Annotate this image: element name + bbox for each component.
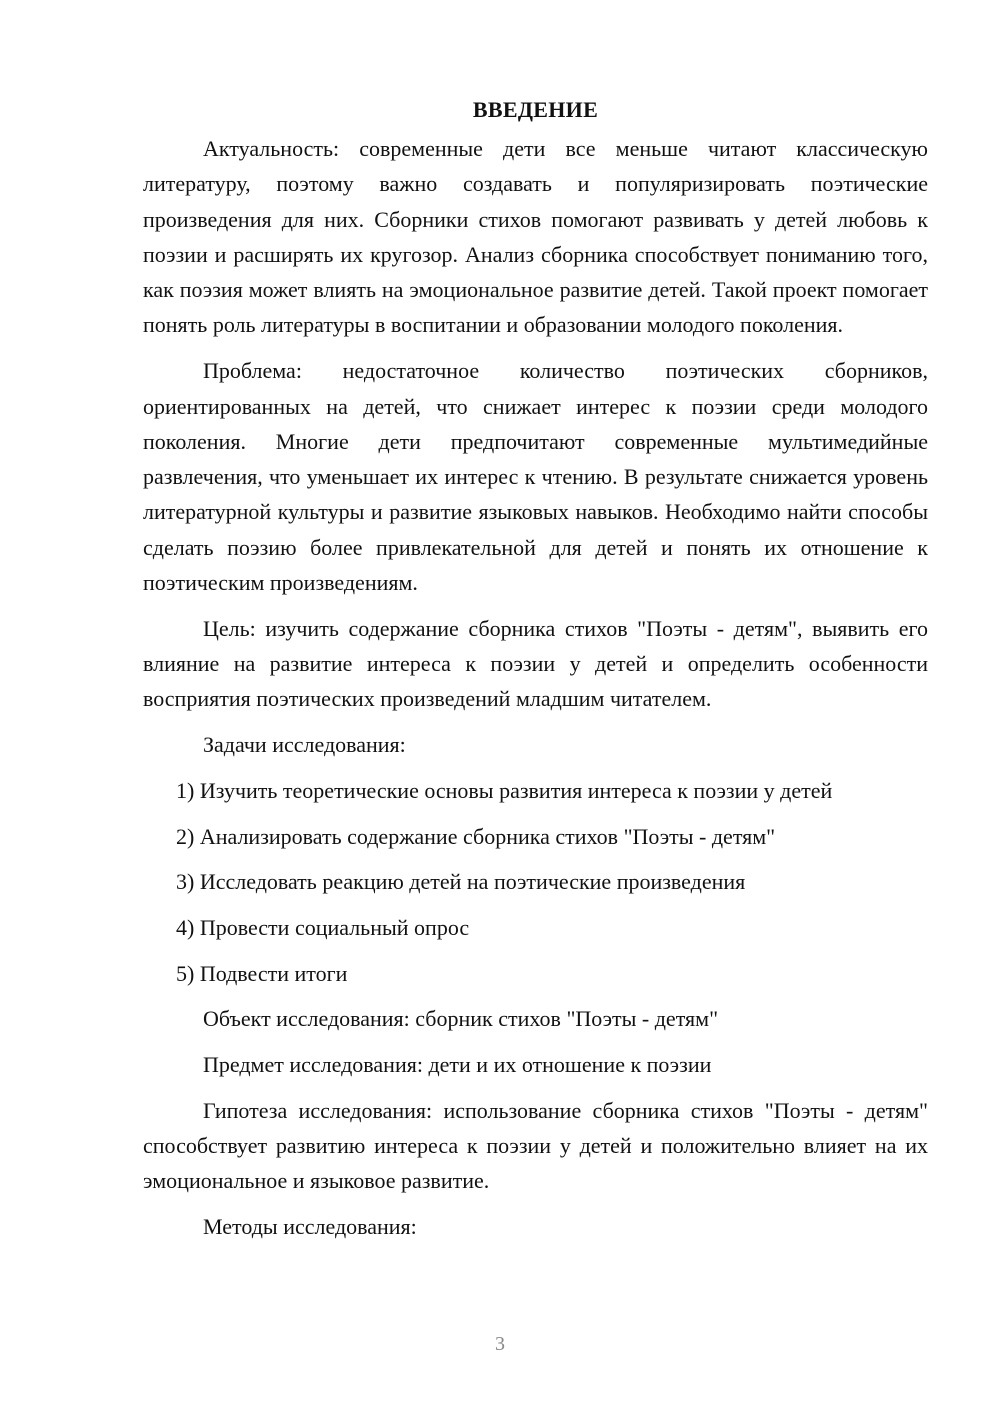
task-item: 3) Исследовать реакцию детей на поэтические произведения [176,869,746,895]
page-number: 3 [495,1333,505,1355]
task-item: 2) Анализировать содержание сборника стихов "Поэты - детям" [176,823,776,849]
task-item: 5) Подвести итоги [176,960,348,986]
document-page [143,92,928,1255]
problem-paragraph: Проблема: недостаточное количество поэтических сборников, ориентированных на детей, что снижает интерес к поэзии среди молодого поколения. Многие дети предпочитают современные мультимедийные развлечения, что уменьшает их интерес к чтению. В результате снижается уровень литературной культуры и развитие языковых навыков. Необходимо найти способы сделать поэзию более привлекательной для детей и понять их отношение к поэтическим произведениям. [143,358,928,596]
tasks-heading: Задачи исследования: [203,732,406,758]
methods-heading: Методы исследования: [203,1214,417,1240]
task-item: 4) Провести социальный опрос [176,915,470,940]
subject-line: Предмет исследования: дети и их отношение к поэзии [203,1052,712,1078]
hypothesis-paragraph: Гипотеза исследования: использование сборника стихов "Поэты - детям" способствует развитию интереса к поэзии у детей и положительно влияет на их эмоциональное и языковое развитие. [143,1097,928,1194]
relevance-paragraph: Актуальность: современные дети все меньше читают классическую литературу, поэтому важно создавать и популяризировать поэтические произведения для них. Сборники стихов помогают развивать у детей любовь к поэзии и расширять их кругозор. Анализ сборника способствует пониманию того, как поэзия может влиять на эмоциональное развитие детей. Такой проект помогает понять роль литературы в воспитании и образовании молодого поколения. [143,136,928,338]
tasks-list [143,773,928,991]
task-item: 1) Изучить теоретические основы развития интереса к поэзии у детей [176,777,833,803]
object-line: Объект исследования: сборник стихов "Поэты - детям" [203,1006,719,1032]
goal-paragraph: Цель: изучить содержание сборника стихов "Поэты - детям", выявить его влияние на развитие интереса к поэзии у детей и определить особенности восприятия поэтических произведений младшим читателем. [143,615,928,712]
section-title: ВВЕДЕНИЕ [472,97,599,122]
